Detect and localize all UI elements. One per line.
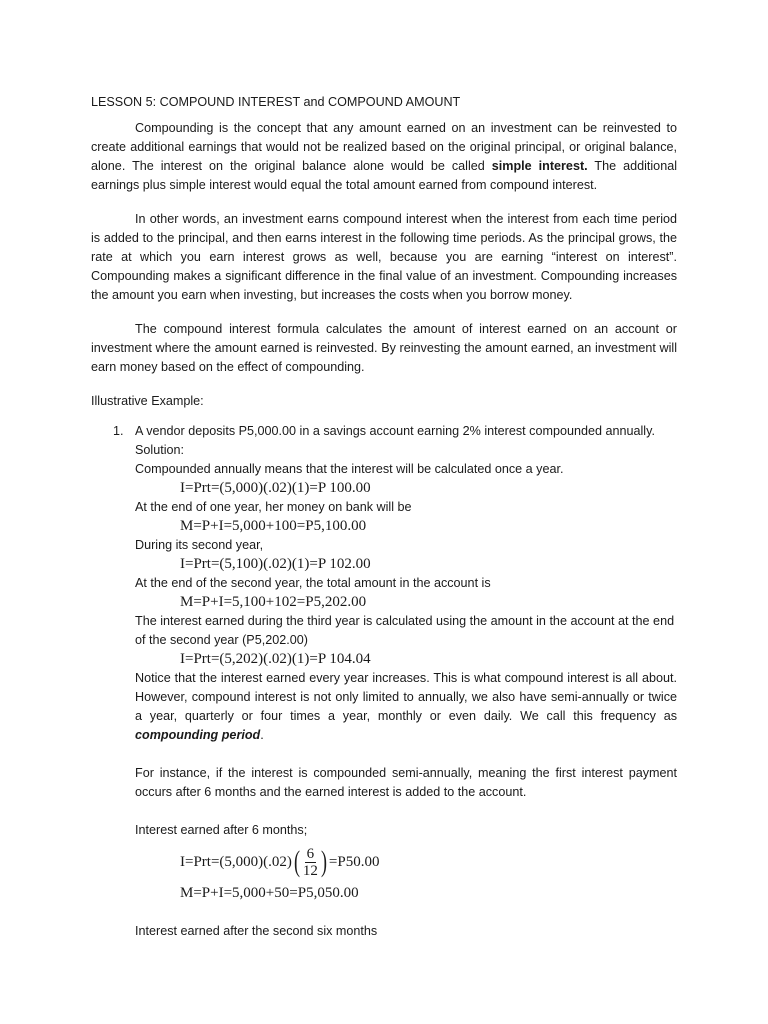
equation-interest-year1: I=Prt=(5,000)(.02)(1)=P 100.00: [180, 480, 371, 496]
second-six-months-label: Interest earned after the second six months: [135, 924, 378, 938]
notice-paragraph: [135, 669, 677, 745]
equation-right: =P50.00: [328, 853, 380, 870]
simple-interest-term: simple interest.: [491, 159, 588, 173]
equation-amount-year1: M=P+I=5,000+100=P5,100.00: [180, 518, 367, 534]
solution-label: Solution:: [135, 443, 185, 457]
third-year-text: The interest earned during the third year is calculated using the amount in the account at the end of the second year (P5,202.00): [135, 614, 675, 647]
compounding-period-term: compounding period: [135, 728, 261, 742]
equation-interest-6-months: [135, 840, 677, 884]
spacer: [135, 745, 677, 764]
notice-text: Notice that the interest earned every year increases. This is what compound interest is all about. However, compound interest is not only limited to annually, we also have semi-annually or twice a year, quarterly or four times a year, monthly or even daily. We call this frequency as: [135, 671, 677, 723]
end-year2-text: At the end of the second year, the total amount in the account is: [135, 576, 491, 590]
spacer: [135, 903, 677, 922]
example-problem: A vendor deposits P5,000.00 in a savings account earning 2% interest compounded annually.: [135, 424, 655, 438]
example-item: [91, 422, 677, 941]
equation-interest-year2: I=Prt=(5,100)(.02)(1)=P 102.00: [180, 556, 371, 572]
paragraph-compounding-definition: [91, 119, 677, 195]
fraction-numerator: 6: [306, 845, 315, 862]
paragraph-formula: The compound interest formula calculates the amount of interest earned on an account or investment where the amount earned is reinvested. By reinvesting the amount earned, an investment will earn money based on the effect of compounding.: [91, 322, 677, 374]
document-page: [91, 93, 677, 941]
fraction: [303, 846, 318, 879]
example-number: 1.: [113, 424, 124, 438]
right-paren: ): [320, 845, 327, 878]
second-year-text: During its second year,: [135, 538, 264, 552]
left-paren: (: [293, 845, 300, 878]
equation-interest-year3: I=Prt=(5,202)(.02)(1)=P 104.04: [180, 651, 371, 667]
fraction-denominator: 12: [302, 862, 318, 879]
lesson-title: LESSON 5: COMPOUND INTEREST and COMPOUND AMOUNT: [91, 95, 461, 109]
annual-explanation: Compounded annually means that the interest will be calculated once a year.: [135, 462, 564, 476]
end-year1-text: At the end of one year, her money on bank will be: [135, 500, 412, 514]
equation-amount-year2: M=P+I=5,100+102=P5,202.00: [180, 594, 367, 610]
notice-end: .: [260, 728, 264, 742]
para1-text: Compounding is the concept that any amount earned on an investment can be reinvested to create additional earnings that would not be realized based on the original principal, or original balance, alone. The interest on the original balance alone would be called: [91, 121, 677, 173]
after-6-months-label: Interest earned after 6 months;: [135, 823, 308, 837]
equation-amount-6-months: M=P+I=5,000+50=P5,050.00: [180, 885, 359, 901]
paragraph-other-words: In other words, an investment earns compound interest when the interest from each time period is added to the principal, and then earns interest in the following time periods. As the principal grows, the rate at which you earn interest grows as well, because you are earning “interest on interest”. Compounding makes a significant difference in the final value of an investment. Compounding increases the amount you earn when investing, but increases the costs when you borrow money.: [91, 212, 677, 302]
semi-annual-paragraph: For instance, if the interest is compounded semi-annually, meaning the first interest payment occurs after 6 months and the earned interest is added to the account.: [135, 766, 677, 799]
equation-left: I=Prt=(5,000)(.02): [180, 853, 292, 870]
spacer: [135, 802, 677, 821]
para1-text-end: The additional earnings plus simple interest would equal the total amount earned from compound interest.: [91, 159, 677, 192]
illustrative-example-label: Illustrative Example:: [91, 394, 204, 408]
